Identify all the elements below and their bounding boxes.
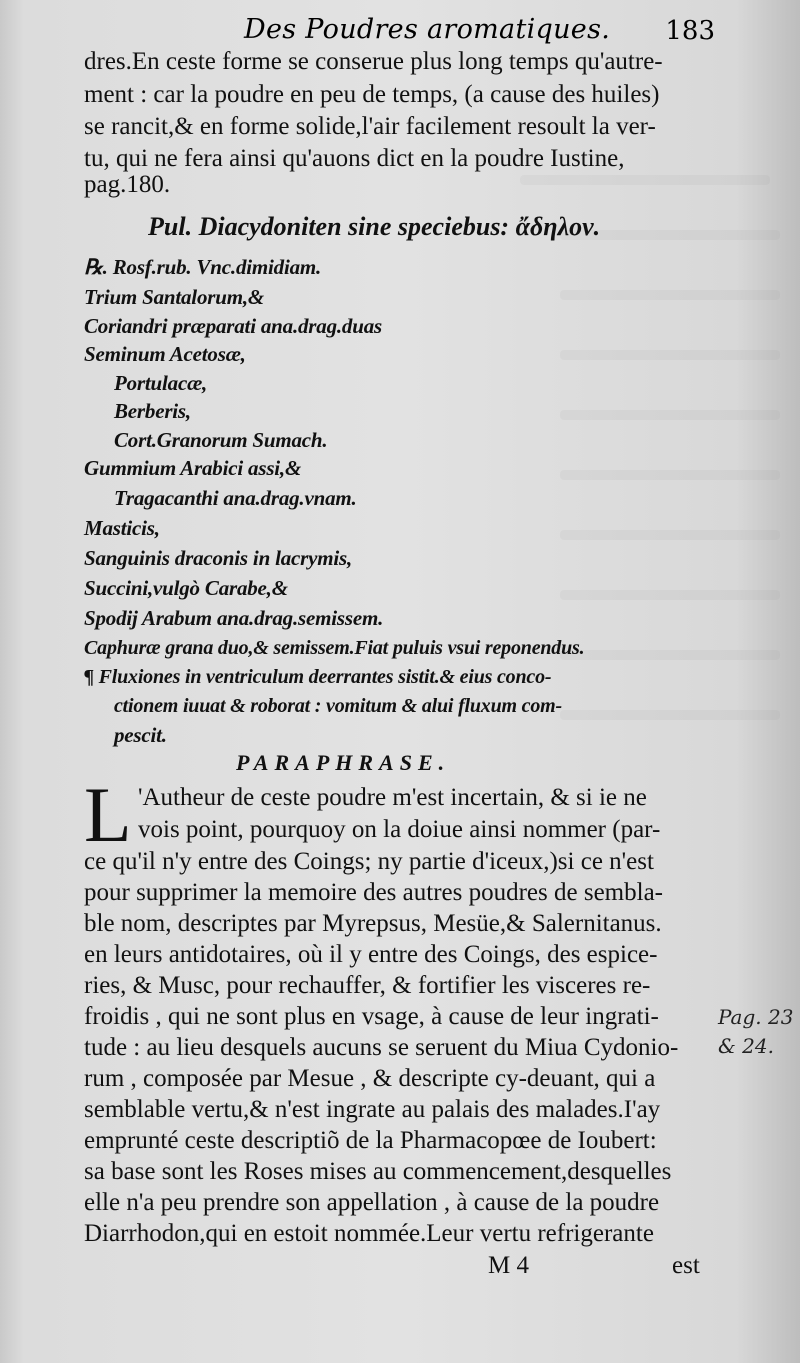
recipe-title: Pul. Diacydoniten sine speciebus: ἄδηλον. <box>148 212 601 241</box>
recipe-line: Coriandri præparati ana.drag.duas <box>84 314 382 338</box>
recipe-line: Succini,vulgò Carabe,& <box>84 576 288 600</box>
paraphrase-line: ble nom, descriptes par Myrepsus, Mesüe,& Salernitanus. <box>84 910 662 937</box>
recipe-line: ℞. Rosf.rub. Vnc.dimidiam. <box>84 255 322 279</box>
running-title: Des Poudres aromatiques. <box>244 14 611 45</box>
recipe-line: Caphuræ grana duo,& semissem.Fiat puluis vsui reponendus. <box>84 637 585 659</box>
paraphrase-line: froidis , qui ne sont plus en vsage, à cause de leur ingrati- <box>84 1003 659 1030</box>
recipe-line: Sanguinis draconis in lacrymis, <box>84 546 353 570</box>
paraphrase-line: emprunté ceste descriptiõ de la Pharmacopœe de Ioubert: <box>84 1127 657 1154</box>
paraphrase-line: ries, & Musc, pour rechauffer, & fortifier les visceres re- <box>84 972 651 999</box>
paraphrase-line: pour supprimer la memoire des autres poudres de sembla- <box>84 879 663 906</box>
signature-mark: M 4 <box>488 1252 529 1279</box>
intro-line: ment : car la poudre en peu de temps, (a cause des huiles) <box>84 81 660 108</box>
recipe-line: Tragacanthi ana.drag.vnam. <box>114 486 357 510</box>
intro-line: pag.180. <box>84 171 171 198</box>
recipe-line: Spodij Arabum ana.drag.semissem. <box>84 606 384 630</box>
paraphrase-line: tude : au lieu desquels aucuns se seruent du Miua Cydonio- <box>84 1034 679 1061</box>
recipe-line: Cort.Granorum Sumach. <box>114 428 328 452</box>
paraphrase-line: vois point, pourquoy on la doiue ainsi nommer (par- <box>138 816 661 843</box>
recipe-line: ctionem iuuat & roborat : vomitum & alui fluxum com- <box>114 695 562 717</box>
recipe-line: Trium Santalorum,& <box>84 285 265 309</box>
paraphrase-line: semblable vertu,& n'est ingrate au palais des malades.I'ay <box>84 1096 661 1123</box>
page-number: 183 <box>665 16 715 46</box>
recipe-line: Portulacæ, <box>114 371 208 395</box>
recipe-line: pescit. <box>114 723 167 747</box>
catchword: est <box>672 1252 700 1279</box>
paraphrase-line: en leurs antidotaires, où il y entre des Coings, des espice- <box>84 941 658 968</box>
intro-line: dres.En ceste forme se conserue plus long temps qu'autre- <box>84 48 663 75</box>
paraphrase-line: elle n'a peu prendre son appellation , à cause de la poudre <box>84 1189 660 1216</box>
paraphrase-line: Diarrhodon,qui en estoit nommée.Leur vertu refrigerante <box>84 1220 654 1247</box>
paraphrase-line: rum , composée par Mesue , & descripte cy-deuant, qui a <box>84 1065 656 1092</box>
intro-line: tu, qui ne fera ainsi qu'auons dict en la poudre Iustine, <box>84 145 625 172</box>
intro-line: se rancit,& en forme solide,l'air facilement resoult la ver- <box>84 113 656 140</box>
recipe-line: Gummium Arabici assi,& <box>84 456 302 480</box>
paraphrase-line: 'Autheur de ceste poudre m'est incertain, & si ie ne <box>138 784 647 811</box>
recipe-line: ¶ Fluxiones in ventriculum deerrantes sistit.& eius conco- <box>84 666 552 688</box>
marginal-note-line: & 24. <box>718 1034 774 1058</box>
paraphrase-line: ce qu'il n'y entre des Coings; ny partie d'iceux,)si ce n'est <box>84 848 654 875</box>
section-heading: PARAPHRASE. <box>236 750 451 775</box>
recipe-line: Seminum Acetosæ, <box>84 342 246 366</box>
paraphrase-line: sa base sont les Roses mises au commencement,desquelles <box>84 1158 672 1185</box>
recipe-line: Masticis, <box>84 516 160 540</box>
drop-cap: L <box>84 771 132 858</box>
marginal-note-line: Pag. 23 <box>718 1005 794 1029</box>
recipe-line: Berberis, <box>114 399 191 423</box>
running-head <box>84 12 715 48</box>
